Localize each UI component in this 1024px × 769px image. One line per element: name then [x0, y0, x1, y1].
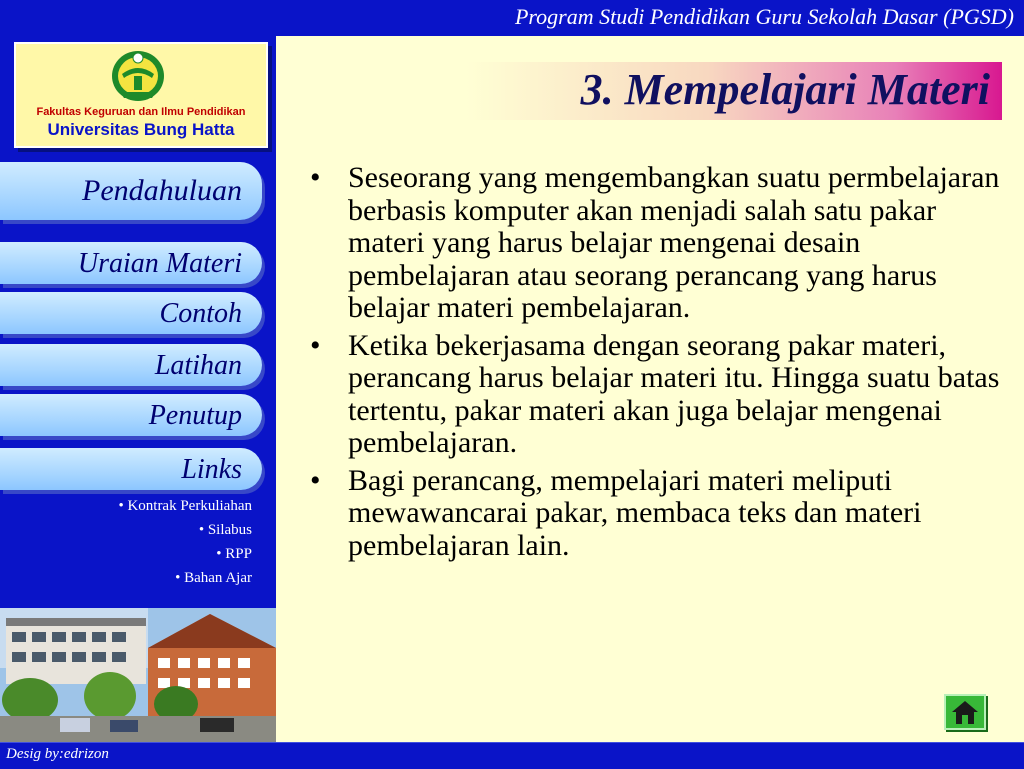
- nav-pendahuluan-button[interactable]: Pendahuluan: [0, 162, 262, 220]
- link-rpp[interactable]: • RPP: [216, 546, 252, 562]
- program-title: Program Studi Pendidikan Guru Sekolah Dasar (PGSD): [514, 4, 1014, 29]
- university-name: Universitas Bung Hatta: [47, 120, 235, 139]
- slide-title: 3. Mempelajari Materi: [580, 65, 990, 114]
- top-header-bar: [0, 0, 1024, 36]
- bullet-item: [306, 330, 1016, 460]
- nav-uraian-materi-button[interactable]: Uraian Materi: [0, 242, 262, 284]
- bullet-marker: •: [310, 161, 321, 194]
- link-kontrak-perkuliahan[interactable]: • Kontrak Perkuliahan: [118, 498, 252, 514]
- campus-photo: [0, 608, 276, 742]
- link-silabus[interactable]: • Silabus: [198, 522, 252, 538]
- link-bahan-ajar[interactable]: • Bahan Ajar: [175, 570, 252, 586]
- bullet-text: Ketika bekerjasama dengan seorang pakar materi, perancang harus belajar materi itu. Hingga suatu batas tertentu, pakar materi akan juga belajar mengenai pembelajaran.: [348, 328, 1000, 459]
- home-icon: [946, 696, 984, 728]
- links-list: [0, 494, 252, 590]
- bullet-item: [306, 162, 1016, 325]
- designer-credit: Desig by:edrizon: [6, 746, 109, 762]
- faculty-name: Fakultas Keguruan dan Ilmu Pendidikan: [36, 106, 246, 118]
- bullet-marker: •: [310, 328, 321, 362]
- nav-links-button[interactable]: Links: [0, 448, 262, 490]
- content-area: [276, 36, 1024, 742]
- bullet-list: [306, 162, 1016, 567]
- bullet-text: Seseorang yang mengembangkan suatu permbelajaran berbasis komputer akan menjadi salah satu pakar materi yang harus belajar mengenai desain pembelajaran atau seorang perancang yang harus belajar materi pembelajaran.: [348, 161, 1000, 324]
- bullet-text: Bagi perancang, mempelajari materi meliputi mewawancarai pakar, membaca teks dan materi pembelajaran lain.: [348, 463, 922, 562]
- home-button[interactable]: [944, 694, 986, 730]
- nav-contoh-button[interactable]: Contoh: [0, 292, 262, 334]
- university-logo: [14, 42, 268, 148]
- nav-latihan-button[interactable]: Latihan: [0, 344, 262, 386]
- sidebar: [0, 36, 276, 742]
- nav-penutup-button[interactable]: Penutup: [0, 394, 262, 436]
- title-banner: [466, 62, 1002, 120]
- bullet-item: [306, 465, 1016, 563]
- bullet-marker: •: [310, 463, 321, 497]
- university-emblem-icon: [108, 48, 168, 104]
- footer-bar: [0, 742, 1024, 769]
